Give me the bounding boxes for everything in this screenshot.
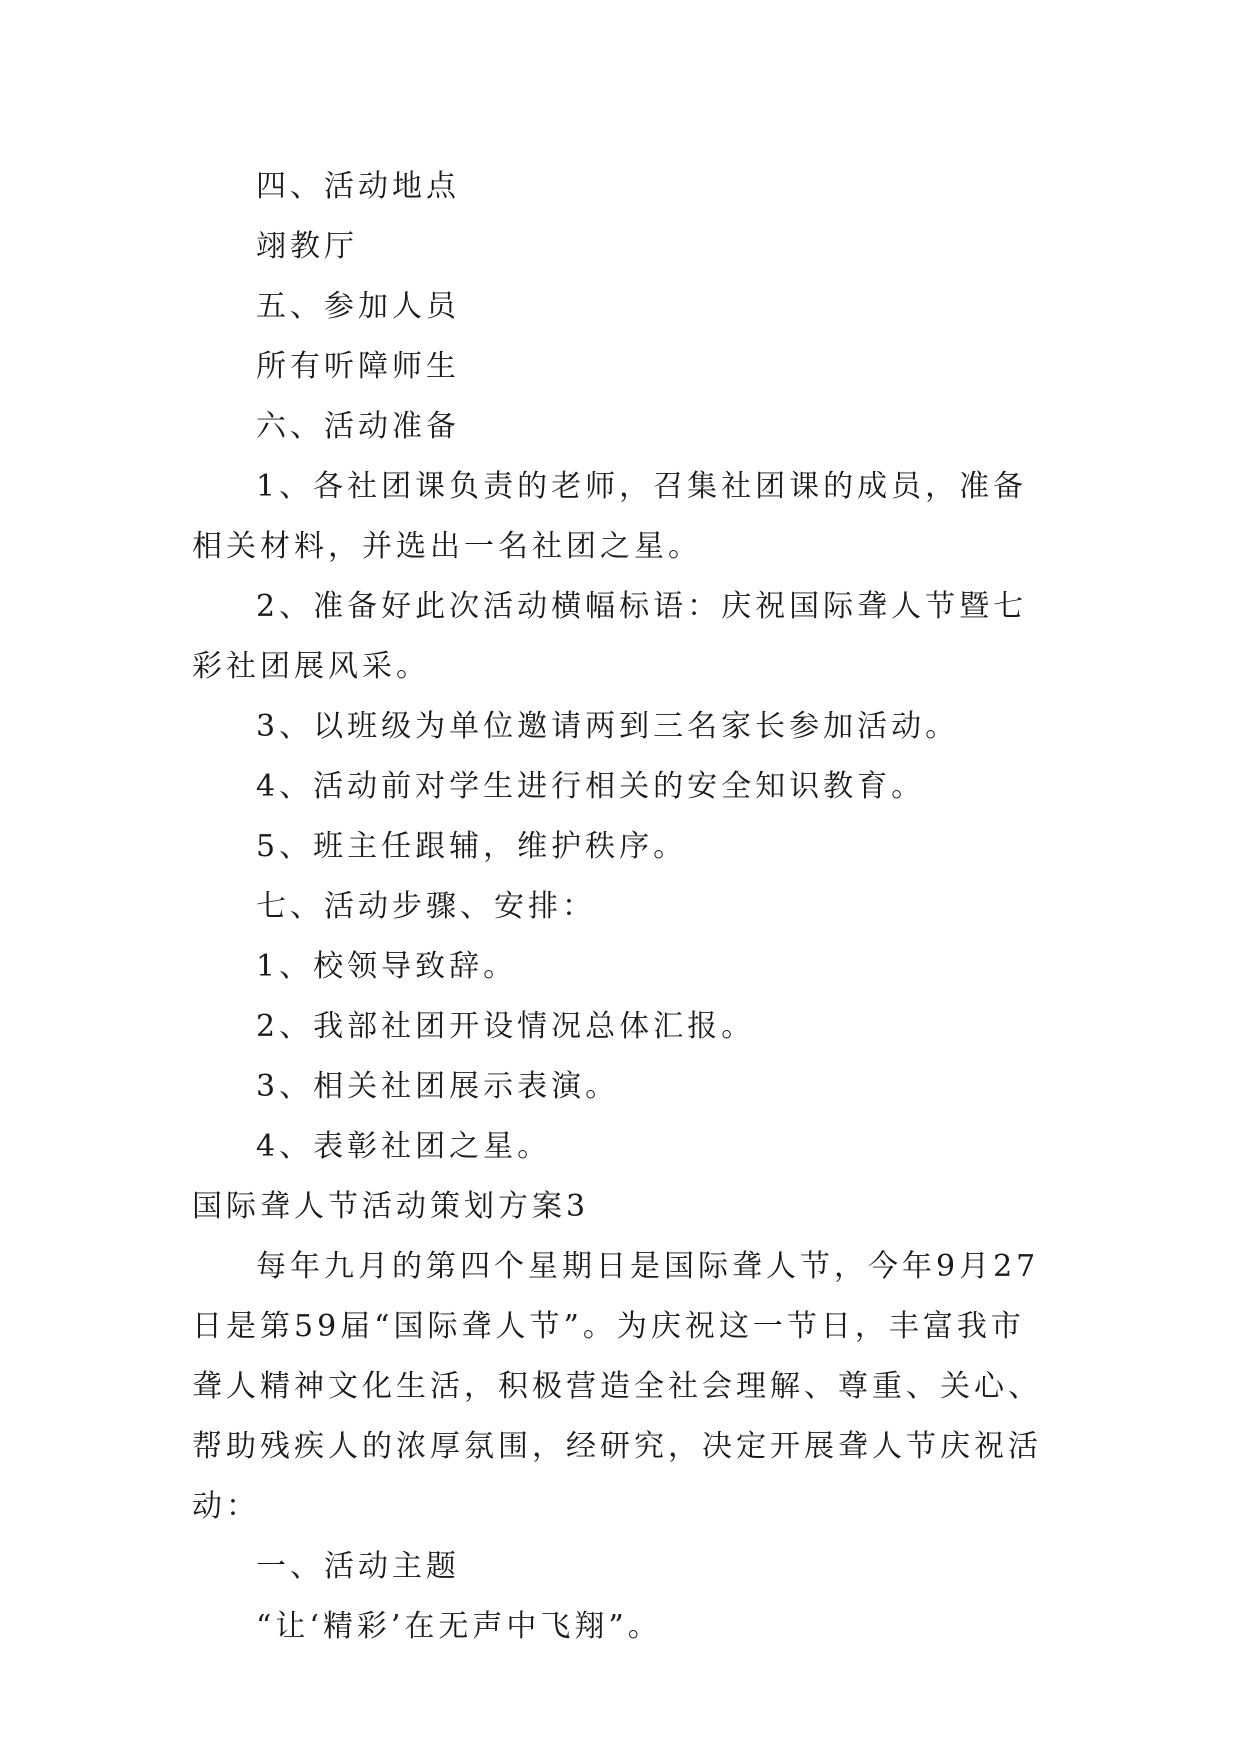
list-item-preparation-2: 2、准备好此次活动横幅标语：庆祝国际聋人节暨七彩社团展风采。	[192, 589, 1028, 684]
section-heading-steps: 七、活动步骤、安排：	[256, 889, 596, 924]
list-item-step-2: 2、我部社团开设情况总体汇报。	[256, 1009, 756, 1044]
document-body	[192, 157, 1052, 1657]
paragraph-intro: 每年九月的第四个星期日是国际聋人节，今年9月27日是第59届“国际聋人节”。为庆祝这一节日，丰富我市聋人精神文化生活，积极营造全社会理解、尊重、关心、帮助残疾人的浓厚氛围，经研究，决定开展聋人节庆祝活动：	[192, 1249, 1042, 1524]
section-heading-theme: 一、活动主题	[256, 1549, 460, 1584]
paragraph-theme: “让‘精彩’在无声中飞翔”。	[256, 1609, 662, 1644]
list-item-step-3: 3、相关社团展示表演。	[256, 1069, 620, 1104]
paragraph-location: 翊教厅	[256, 229, 358, 264]
list-item-preparation-5: 5、班主任跟辅，维护秩序。	[256, 829, 688, 864]
paragraph-participants: 所有听障师生	[256, 349, 460, 384]
list-item-preparation-4: 4、活动前对学生进行相关的安全知识教育。	[256, 769, 926, 804]
section-heading-location: 四、活动地点	[256, 169, 460, 204]
list-item-preparation-1: 1、各社团课负责的老师，召集社团课的成员，准备相关材料，并选出一名社团之星。	[192, 469, 1028, 564]
document-section-title: 国际聋人节活动策划方案3	[192, 1189, 590, 1224]
list-item-preparation-3: 3、以班级为单位邀请两到三名家长参加活动。	[256, 709, 960, 744]
section-heading-preparation: 六、活动准备	[256, 409, 460, 444]
list-item-step-1: 1、校领导致辞。	[256, 949, 518, 984]
section-heading-participants: 五、参加人员	[256, 289, 460, 324]
list-item-step-4: 4、表彰社团之星。	[256, 1129, 552, 1164]
